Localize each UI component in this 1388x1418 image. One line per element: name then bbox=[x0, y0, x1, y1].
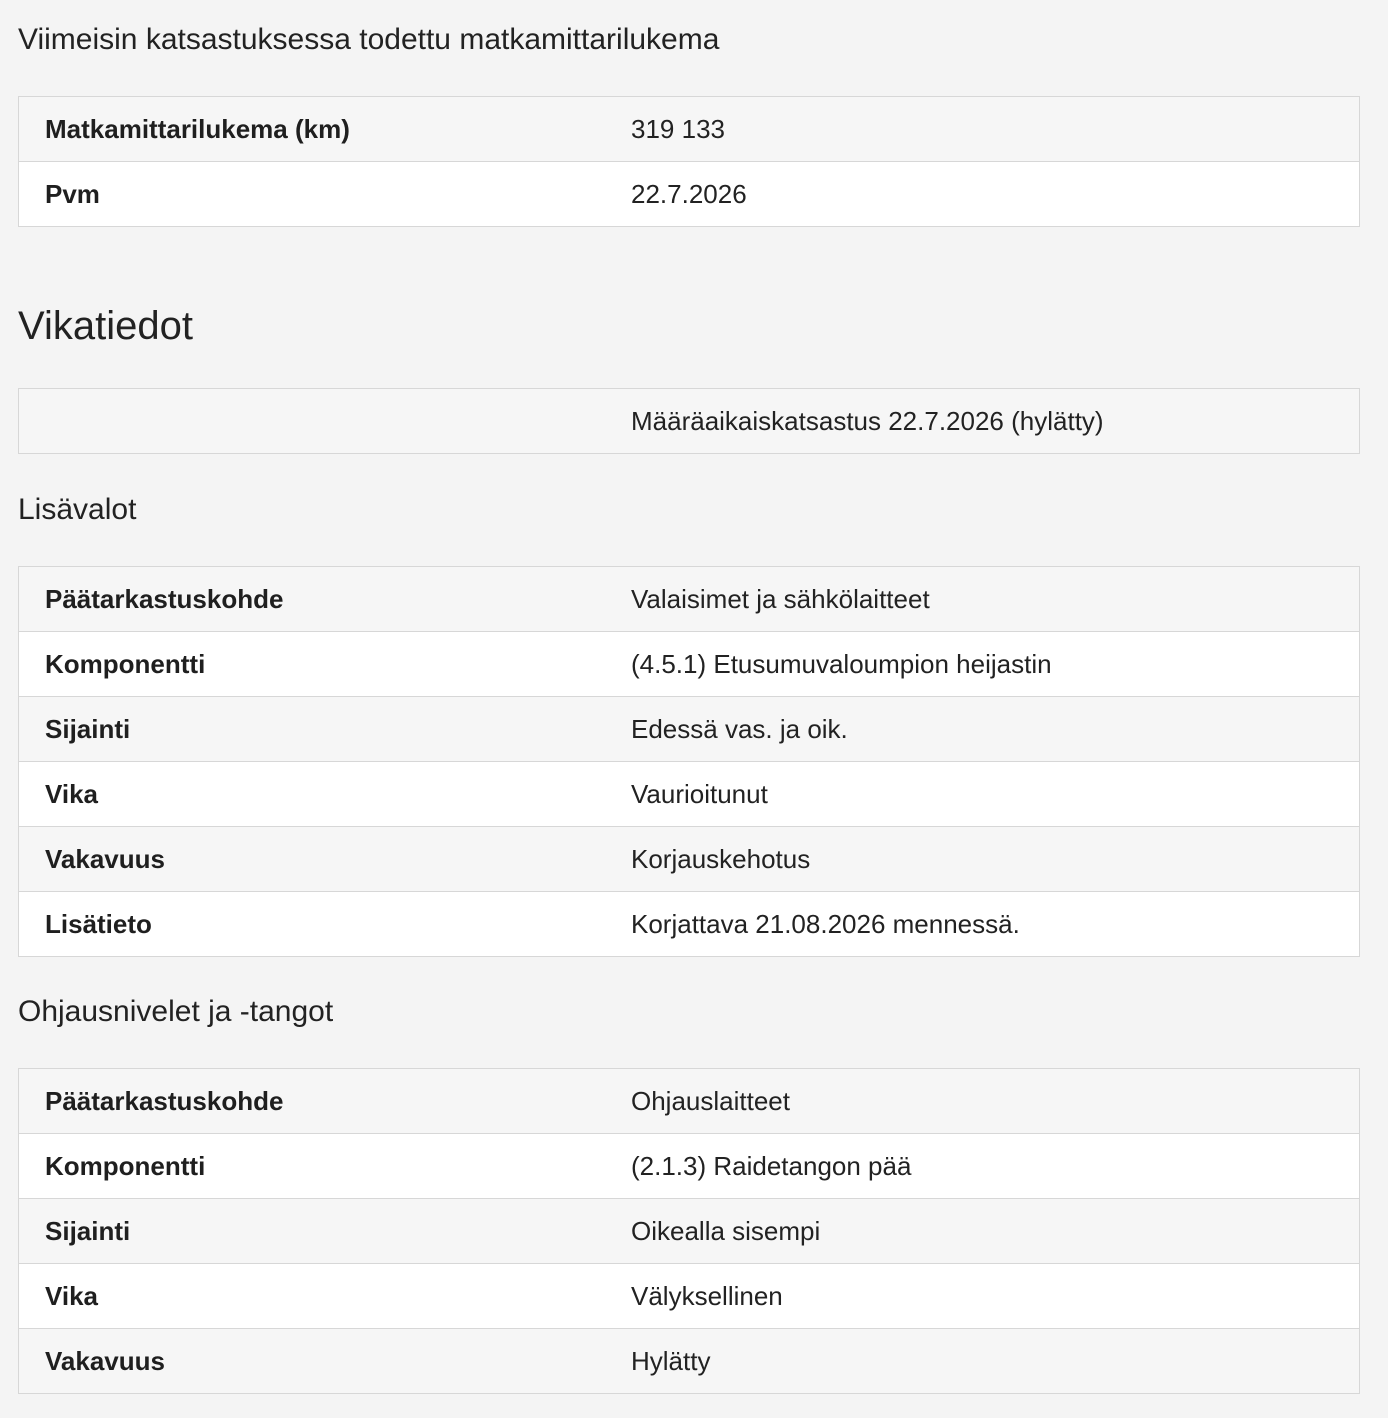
row-label: Sijainti bbox=[45, 1215, 131, 1246]
table-row bbox=[19, 1328, 1359, 1393]
row-label: Pvm bbox=[45, 178, 100, 209]
table-row bbox=[19, 891, 1359, 956]
inspection-value: Määräaikaiskatsastus 22.7.2026 (hylätty) bbox=[631, 405, 1104, 436]
row-label: Päätarkastuskohde bbox=[45, 1085, 284, 1116]
row-label: Matkamittarilukema (km) bbox=[45, 113, 350, 144]
row-value: 22.7.2026 bbox=[631, 178, 747, 209]
table-row bbox=[19, 631, 1359, 696]
table-row bbox=[19, 389, 1359, 453]
row-label: Vika bbox=[45, 1280, 99, 1311]
row-value: Edessä vas. ja oik. bbox=[631, 713, 848, 744]
table-row bbox=[19, 1069, 1359, 1133]
faults-title: Vikatiedot bbox=[18, 304, 193, 348]
row-value: Ohjauslaitteet bbox=[631, 1085, 790, 1116]
row-label: Päätarkastuskohde bbox=[45, 583, 284, 614]
fault-table-lisavalot bbox=[18, 566, 1360, 957]
row-value: Vaurioitunut bbox=[631, 778, 768, 809]
table-row bbox=[19, 1133, 1359, 1198]
row-label: Sijainti bbox=[45, 713, 131, 744]
table-row bbox=[19, 1198, 1359, 1263]
row-label: Komponentti bbox=[45, 648, 206, 679]
row-value: 319 133 bbox=[631, 113, 725, 144]
inspection-table bbox=[18, 388, 1360, 454]
row-value: (2.1.3) Raidetangon pää bbox=[631, 1150, 912, 1181]
row-label: Komponentti bbox=[45, 1150, 206, 1181]
row-value: (4.5.1) Etusumuvaloumpion heijastin bbox=[631, 648, 1052, 679]
table-row bbox=[19, 761, 1359, 826]
fault-group-title: Lisävalot bbox=[18, 493, 137, 526]
table-row bbox=[19, 826, 1359, 891]
row-label: Vakavuus bbox=[45, 843, 165, 874]
row-value: Korjattava 21.08.2026 mennessä. bbox=[631, 908, 1020, 939]
table-row bbox=[19, 1263, 1359, 1328]
row-value: Välyksellinen bbox=[631, 1280, 783, 1311]
odometer-section-title: Viimeisin katsastuksessa todettu matkamittarilukema bbox=[18, 23, 720, 56]
fault-group-title: Ohjausnivelet ja -tangot bbox=[18, 995, 334, 1028]
table-row bbox=[19, 161, 1359, 226]
row-label: Vakavuus bbox=[45, 1345, 165, 1376]
row-value: Valaisimet ja sähkölaitteet bbox=[631, 583, 930, 614]
table-row bbox=[19, 567, 1359, 631]
row-label: Vika bbox=[45, 778, 99, 809]
row-value: Korjauskehotus bbox=[631, 843, 811, 874]
table-row bbox=[19, 696, 1359, 761]
row-value: Oikealla sisempi bbox=[631, 1215, 821, 1246]
table-row bbox=[19, 97, 1359, 161]
row-label: Lisätieto bbox=[45, 908, 152, 939]
row-value: Hylätty bbox=[631, 1345, 711, 1376]
odometer-table bbox=[18, 96, 1360, 227]
fault-table-ohjausnivelet bbox=[18, 1068, 1360, 1394]
